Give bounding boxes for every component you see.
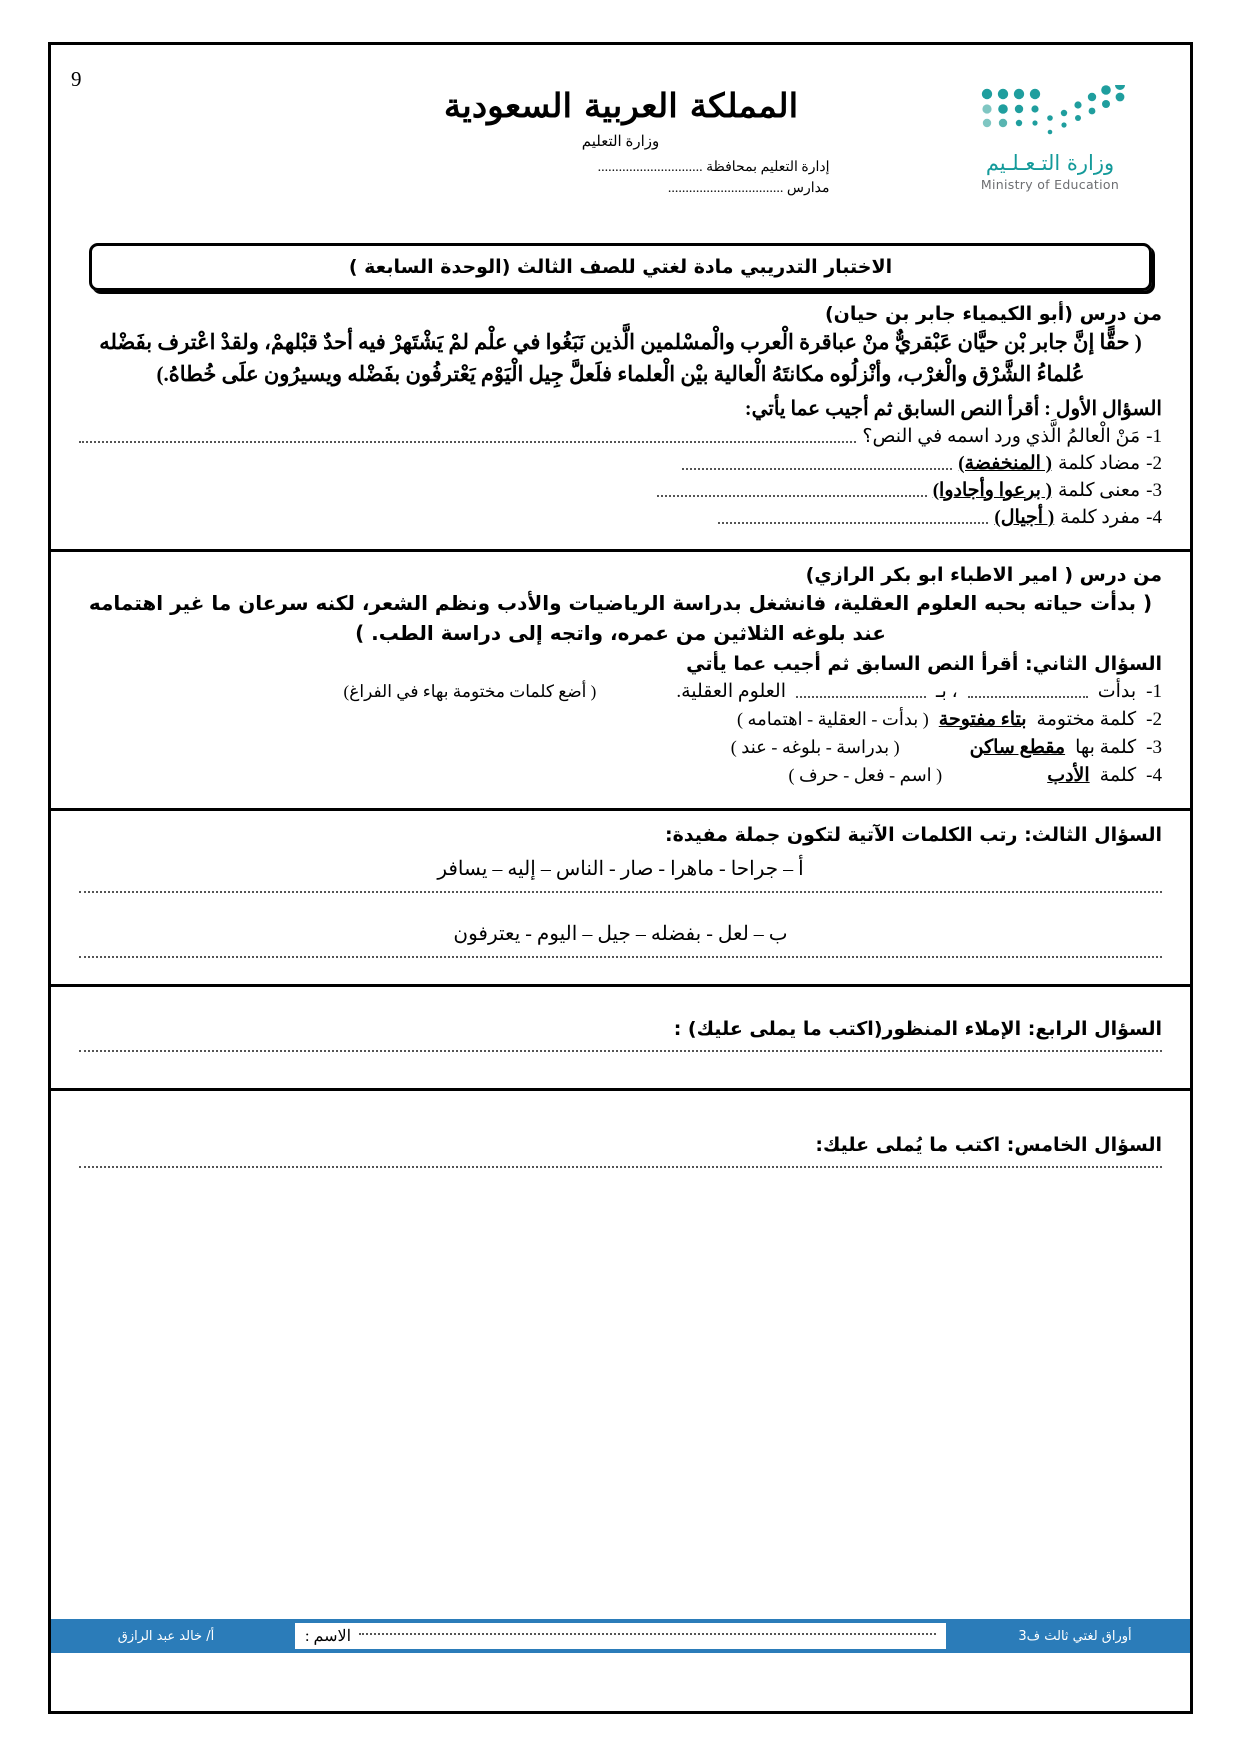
- item-prefix: كلمة مختومة: [1036, 708, 1137, 730]
- section-two: [51, 552, 1190, 808]
- question-one-item-2: [79, 452, 1162, 475]
- answer-line[interactable]: [79, 441, 856, 443]
- item-start-word: بدأت: [1097, 680, 1137, 702]
- question-two-heading: السؤال الثاني: أقرأ النص السابق ثم أجيب عما يأتي: [686, 652, 1162, 675]
- section-three: [51, 811, 1190, 984]
- schools-line: [406, 180, 836, 197]
- item-number: 2-: [1146, 452, 1162, 474]
- item-target-word: الأدب: [1047, 764, 1090, 786]
- item-target-word: مقطع ساكن: [969, 736, 1066, 758]
- item-options[interactable]: ( بدراسة - بلوغه - عند ): [730, 736, 900, 757]
- item-number: 2-: [1146, 708, 1162, 730]
- document-footer: [51, 1619, 1190, 1653]
- question-two-item-2: [79, 708, 1162, 731]
- question-one-heading: السؤال الأول : أقرأ النص السابق ثم أجيب عما يأتي:: [744, 397, 1162, 420]
- section-five: [51, 1091, 1190, 1204]
- moe-english-name: Ministry of Education: [980, 177, 1120, 192]
- admin-office-label: إدارة التعليم بمحافظة: [706, 159, 830, 175]
- student-name-label: الاسم :: [305, 1628, 352, 1645]
- item-prefix: كلمة: [1099, 764, 1137, 786]
- question-two-item-3: [79, 736, 1162, 759]
- item-prefix: مضاد كلمة: [1058, 452, 1141, 474]
- answer-line[interactable]: [718, 522, 988, 524]
- kingdom-wordmark: المملكة العربية السعودية: [443, 86, 798, 125]
- question-one-item-4: [79, 506, 1162, 529]
- question-five-heading: السؤال الخامس: اكتب ما يُملى عليك:: [815, 1133, 1162, 1156]
- moe-arabic-name: وزارة التـعـلـيم: [985, 151, 1115, 175]
- ministry-of-education-logo: [965, 85, 1135, 192]
- exam-title: الاختبار التدريبي مادة لغتي للصف الثالث (الوحدة السابعة ): [348, 256, 893, 278]
- section-four: [51, 987, 1190, 1088]
- admin-office-dots: ..............................: [597, 159, 703, 175]
- item-text: مَنْ الْعالمُ الَّذي ورد اسمه في النص؟: [862, 425, 1141, 447]
- admin-office-line: [406, 159, 836, 176]
- question-three-line-a: أ – جراحا - ماهرا - صار - الناس – إليه – يسافر: [437, 857, 804, 880]
- moe-dots-icon: [965, 85, 1135, 147]
- item-number: 1-: [1146, 425, 1162, 447]
- item-target-word: بتاء مفتوحة: [938, 708, 1027, 730]
- item-number: 4-: [1146, 764, 1162, 786]
- schools-label: مدارس: [786, 180, 830, 196]
- item-target-word: ( أجيال): [994, 506, 1055, 528]
- student-name-field[interactable]: [293, 1621, 948, 1651]
- question-three-line-b: ب – لعل - بفضله – جيل – اليوم - يعترفون: [453, 922, 788, 945]
- worksheet-page: [48, 42, 1193, 1714]
- schools-dots: .................................: [667, 180, 784, 196]
- footer-left-label: أ/ خالد عبد الرازق: [51, 1619, 281, 1653]
- section-two-lesson: من درس ( امير الاطباء ابو بكر الرازي): [805, 563, 1162, 586]
- item-number: 1-: [1146, 680, 1162, 702]
- item-number: 3-: [1146, 479, 1162, 501]
- section-one: [51, 291, 1190, 549]
- item-prefix: معنى كلمة: [1058, 479, 1141, 501]
- answer-line[interactable]: [968, 696, 1088, 698]
- item-mid-word: ، بـ: [935, 680, 958, 702]
- item-prefix: مفرد كلمة: [1060, 506, 1141, 528]
- page-number: 9: [71, 67, 82, 91]
- item-end-word: العلوم العقلية.: [676, 680, 786, 702]
- student-name-dots[interactable]: [359, 1633, 936, 1635]
- question-four-heading: السؤال الرابع: الإملاء المنظور(اكتب ما يملى عليك) :: [673, 1017, 1162, 1040]
- question-two-item-1: [79, 680, 1162, 703]
- footer-name-area: [281, 1619, 960, 1653]
- item-number: 3-: [1146, 736, 1162, 758]
- item-options[interactable]: ( اسم - فعل - حرف ): [788, 764, 943, 785]
- answer-line[interactable]: [657, 495, 927, 497]
- answer-line-a[interactable]: [79, 891, 1162, 893]
- item-target-word: ( المنخفضة): [958, 452, 1052, 474]
- section-one-lesson: من درس (أبو الكيمياء جابر بن حيان): [825, 303, 1162, 325]
- dictation-answer-line-1[interactable]: [79, 1050, 1162, 1052]
- ministry-label: وزارة التعليم: [581, 133, 660, 150]
- section-two-passage: ( بدأت حياته بحبه العلوم العقلية، فانشغل بدراسة الرياضيات والأدب ونظم الشعر، لكنه سرعان ما غير اهتمامه عند بلوغه الثلاثين من عمره، واتجه إلى دراسة الطب. ): [88, 590, 1153, 645]
- question-three-heading: السؤال الثالث: رتب الكلمات الآتية لتكون جملة مفيدة:: [664, 823, 1162, 846]
- question-one-item-3: [79, 479, 1162, 502]
- exam-title-box: [89, 243, 1152, 291]
- section-one-passage: ( حقًّا إنَّ جابر بْن حيَّان عَبْقريٌّ منْ عباقرة الْعرب والْمسْلمين الَّذين نَبَغُوا في علْم لمْ يَشْتَهرْ فيه أحدٌ قبْلهمْ، ولقدْ اعْترف بفَضْله عُلماءُ الشَّرْق والْغرْب، وأنْزلُوه مكانتَهُ الْعالية بيْن الْعلماء فلَعلَّ جِيل الْيَوْم يَعْترفُون بفَضْله ويسيرُون علَى خُطاهُ.): [99, 330, 1142, 386]
- footer-right-label: أوراق لغتي ثالث ف3: [960, 1619, 1190, 1653]
- item-one-hint: ( أضع كلمات مختومة بهاء في الفراغ): [343, 681, 597, 701]
- item-number: 4-: [1146, 506, 1162, 528]
- dictation-answer-line-2[interactable]: [79, 1166, 1162, 1168]
- question-one-item-1: [79, 425, 1162, 448]
- question-two-item-4: [79, 764, 1162, 787]
- answer-line[interactable]: [682, 468, 952, 470]
- answer-line-b[interactable]: [79, 956, 1162, 958]
- header-center-block: [406, 87, 836, 197]
- answer-line[interactable]: [796, 696, 926, 698]
- item-target-word: ( برعوا وأجادوا): [932, 479, 1052, 501]
- item-prefix: كلمة بها: [1075, 736, 1137, 758]
- item-options[interactable]: ( بدأت - العقلية - اهتمامه ): [736, 708, 929, 729]
- document-header: [51, 45, 1190, 243]
